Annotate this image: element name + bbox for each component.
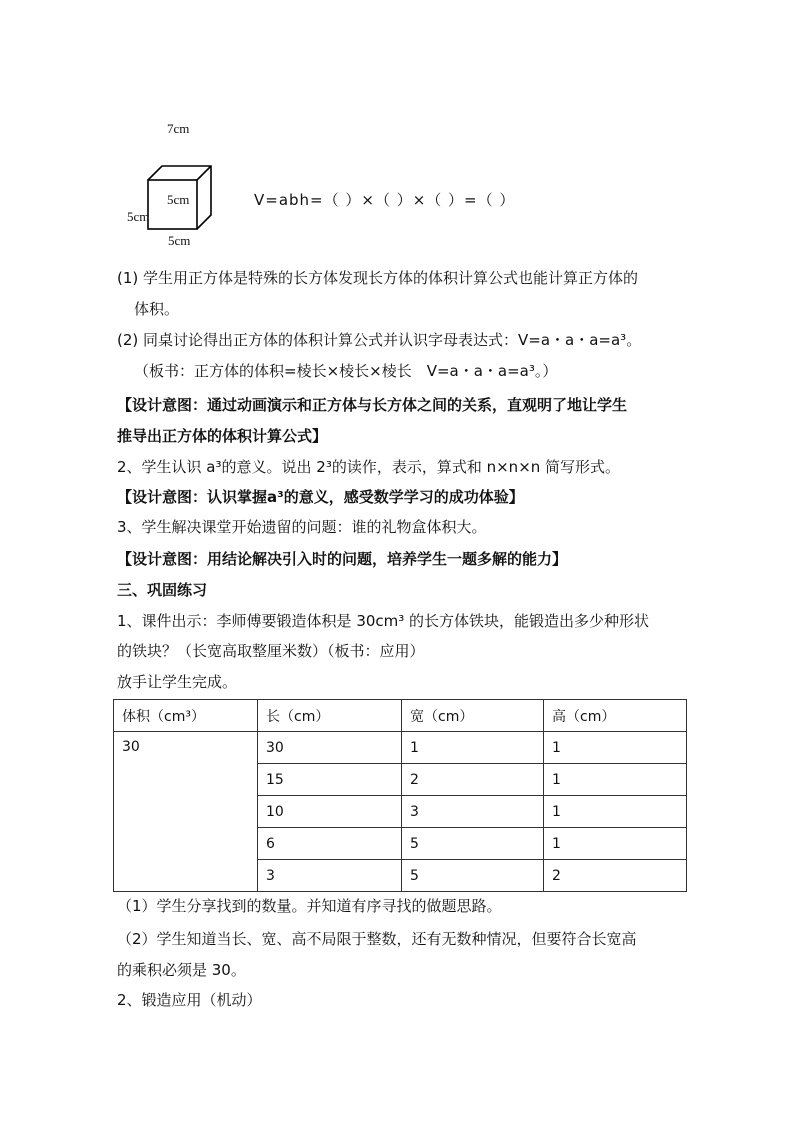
table-cell: 30	[258, 732, 402, 764]
table-cell: 5	[402, 860, 544, 892]
section-heading: 三、巩固练习	[117, 581, 208, 599]
blackboard-note: （板书：正方体的体积=棱长×棱长×棱长 V=a・a・a=a³。）	[134, 362, 558, 380]
volume-table	[113, 699, 687, 892]
design-intent-2: 【设计意图：认识掌握a³的意义，感受数学学习的成功体验】	[117, 488, 524, 506]
follow-up-2-line-1: （2）学生知道当长、宽、高不局限于整数，还有无数种情况，但要符合长宽高	[117, 930, 637, 948]
table-cell: 10	[258, 796, 402, 828]
volume-cell: 30	[114, 732, 258, 892]
left-dimension-label: 5cm	[127, 209, 150, 224]
exercise-1-line-3: 放手让学生完成。	[117, 673, 238, 691]
table-cell: 1	[544, 796, 687, 828]
table-cell: 3	[402, 796, 544, 828]
table-header: 宽（cm）	[402, 700, 544, 732]
table-cell: 2	[544, 860, 687, 892]
item-3: 3、学生解决课堂开始遗留的问题：谁的礼物盒体积大。	[117, 518, 487, 536]
paragraph-1-line-1: (1) 学生用正方体是特殊的长方体发现长方体的体积计算公式也能计算正方体的	[117, 269, 639, 287]
table-cell: 15	[258, 764, 402, 796]
top-dimension-label: 7cm	[167, 121, 190, 136]
table-row	[114, 732, 687, 764]
item-2: 2、学生认识 a³的意义。说出 2³的读作，表示，算式和 n×n×n 简写形式。	[117, 458, 621, 476]
table-header: 体积（cm³）	[114, 700, 258, 732]
table-cell: 1	[544, 828, 687, 860]
table-cell: 1	[402, 732, 544, 764]
table-cell: 3	[258, 860, 402, 892]
table-cell: 1	[544, 764, 687, 796]
follow-up-1: （1）学生分享找到的数量。并知道有序寻找的做题思路。	[117, 897, 502, 915]
volume-formula: V=abh=（ ）×（ ）×（ ）=（ ）	[254, 191, 516, 209]
front-face-label: 5cm	[167, 192, 190, 207]
exercise-2: 2、锻造应用（机动）	[117, 991, 262, 1009]
table-cell: 6	[258, 828, 402, 860]
design-intent-1-line-2: 推导出正方体的体积计算公式】	[117, 427, 328, 445]
exercise-1-line-1: 1、课件出示：李师傅要锻造体积是 30cm³ 的长方体铁块，能锻造出多少种形状	[117, 612, 650, 630]
table-cell: 1	[544, 732, 687, 764]
exercise-1-line-2: 的铁块？（长宽高取整厘米数）（板书：应用）	[117, 642, 425, 660]
bottom-dimension-label: 5cm	[168, 233, 191, 248]
table-cell: 2	[402, 764, 544, 796]
paragraph-1-line-2: 体积。	[134, 300, 180, 318]
design-intent-1-line-1: 【设计意图：通过动画演示和正方体与长方体之间的关系，直观明了地让学生	[117, 396, 628, 414]
table-cell: 5	[402, 828, 544, 860]
follow-up-2-line-2: 的乘积必须是 30。	[117, 961, 246, 979]
table-header: 高（cm）	[544, 700, 687, 732]
design-intent-3: 【设计意图：用结论解决引入时的问题，培养学生一题多解的能力】	[117, 550, 568, 568]
table-header: 长（cm）	[258, 700, 402, 732]
paragraph-2: (2) 同桌讨论得出正方体的体积计算公式并认识字母表达式：V=a・a・a=a³。	[117, 331, 642, 349]
